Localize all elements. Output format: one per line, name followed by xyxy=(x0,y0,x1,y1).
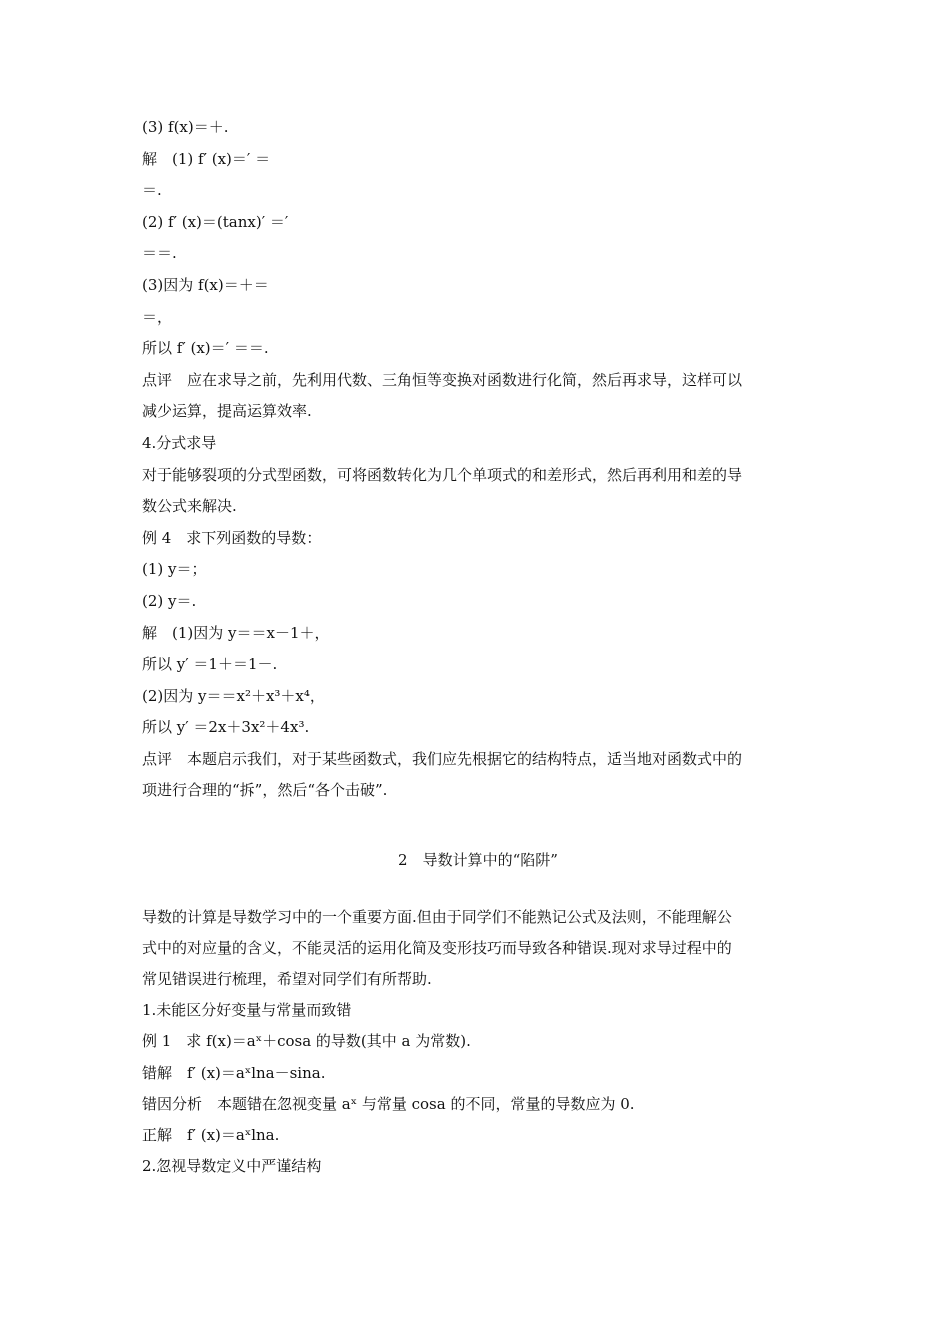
text-line: ＝. xyxy=(142,181,162,200)
text-line: 项进行合理的“拆”，然后“各个击破”. xyxy=(142,781,388,800)
text-line: 所以 y′ ＝1＋＝1－. xyxy=(142,655,278,674)
text-line: 例 4 求下列函数的导数： xyxy=(142,528,322,547)
text-line: (2) f′ (x)＝(tanx)′ ＝′ xyxy=(142,212,289,231)
text-line: 例 1 求 f(x)＝aˣ＋cosa 的导数(其中 a 为常数). xyxy=(142,1032,471,1051)
text-line: (3) f(x)＝＋. xyxy=(142,118,229,136)
text-line: ＝， xyxy=(142,307,173,326)
text-line: 对于能够裂项的分式型函数，可将函数转化为几个单项式的和差形式，然后再利用和差的导 xyxy=(142,465,743,484)
text-line: 错因分析 本题错在忽视变量 aˣ 与常量 cosa 的不同，常量的导数应为 0. xyxy=(142,1094,635,1113)
section-2-title: 2 导数计算中的“陷阱” xyxy=(398,851,558,870)
text-line: 正解 f′ (x)＝aˣlna. xyxy=(142,1125,280,1144)
text-line: 数公式来解决. xyxy=(142,497,237,516)
section-2-body xyxy=(142,902,814,1183)
text-line: 所以 y′ ＝2x＋3x²＋4x³. xyxy=(142,718,310,737)
document-page xyxy=(142,112,814,1182)
text-line: 1.未能区分好变量与常量而致错 xyxy=(142,1001,352,1020)
text-line: 解 (1) f′ (x)＝′ ＝ xyxy=(142,149,271,168)
text-line: (2)因为 y＝＝x²＋x³＋x⁴， xyxy=(142,686,325,705)
text-line: ＝＝. xyxy=(142,244,177,263)
text-line: 2.忽视导数定义中严谨结构 xyxy=(142,1157,322,1176)
text-line: 减少运算，提高运算效率. xyxy=(142,402,312,421)
text-line: 点评 本题启示我们，对于某些函数式，我们应先根据它的结构特点，适当地对函数式中的 xyxy=(142,749,743,768)
section-1-body xyxy=(142,112,814,807)
text-line: (2) y＝. xyxy=(142,591,197,610)
text-line: 式中的对应量的含义，不能灵活的运用化简及变形技巧而导致各种错误.现对求导过程中的 xyxy=(142,938,732,957)
text-line: 4.分式求导 xyxy=(142,433,217,452)
text-line: 常见错误进行梳理，希望对同学们有所帮助. xyxy=(142,970,432,989)
text-line: 点评 应在求导之前，先利用代数、三角恒等变换对函数进行化简，然后再求导，这样可以 xyxy=(142,370,743,389)
text-line: (3)因为 f(x)＝＋＝ xyxy=(142,275,269,294)
text-line: 错解 f′ (x)＝aˣlna－sina. xyxy=(142,1063,326,1082)
text-line: 所以 f′ (x)＝′ ＝＝. xyxy=(142,339,269,358)
text-line: (1) y＝； xyxy=(142,560,207,579)
text-line: 解 (1)因为 y＝＝x－1＋， xyxy=(142,623,330,642)
text-line: 导数的计算是导数学习中的一个重要方面.但由于同学们不能熟记公式及法则，不能理解公 xyxy=(142,907,732,926)
